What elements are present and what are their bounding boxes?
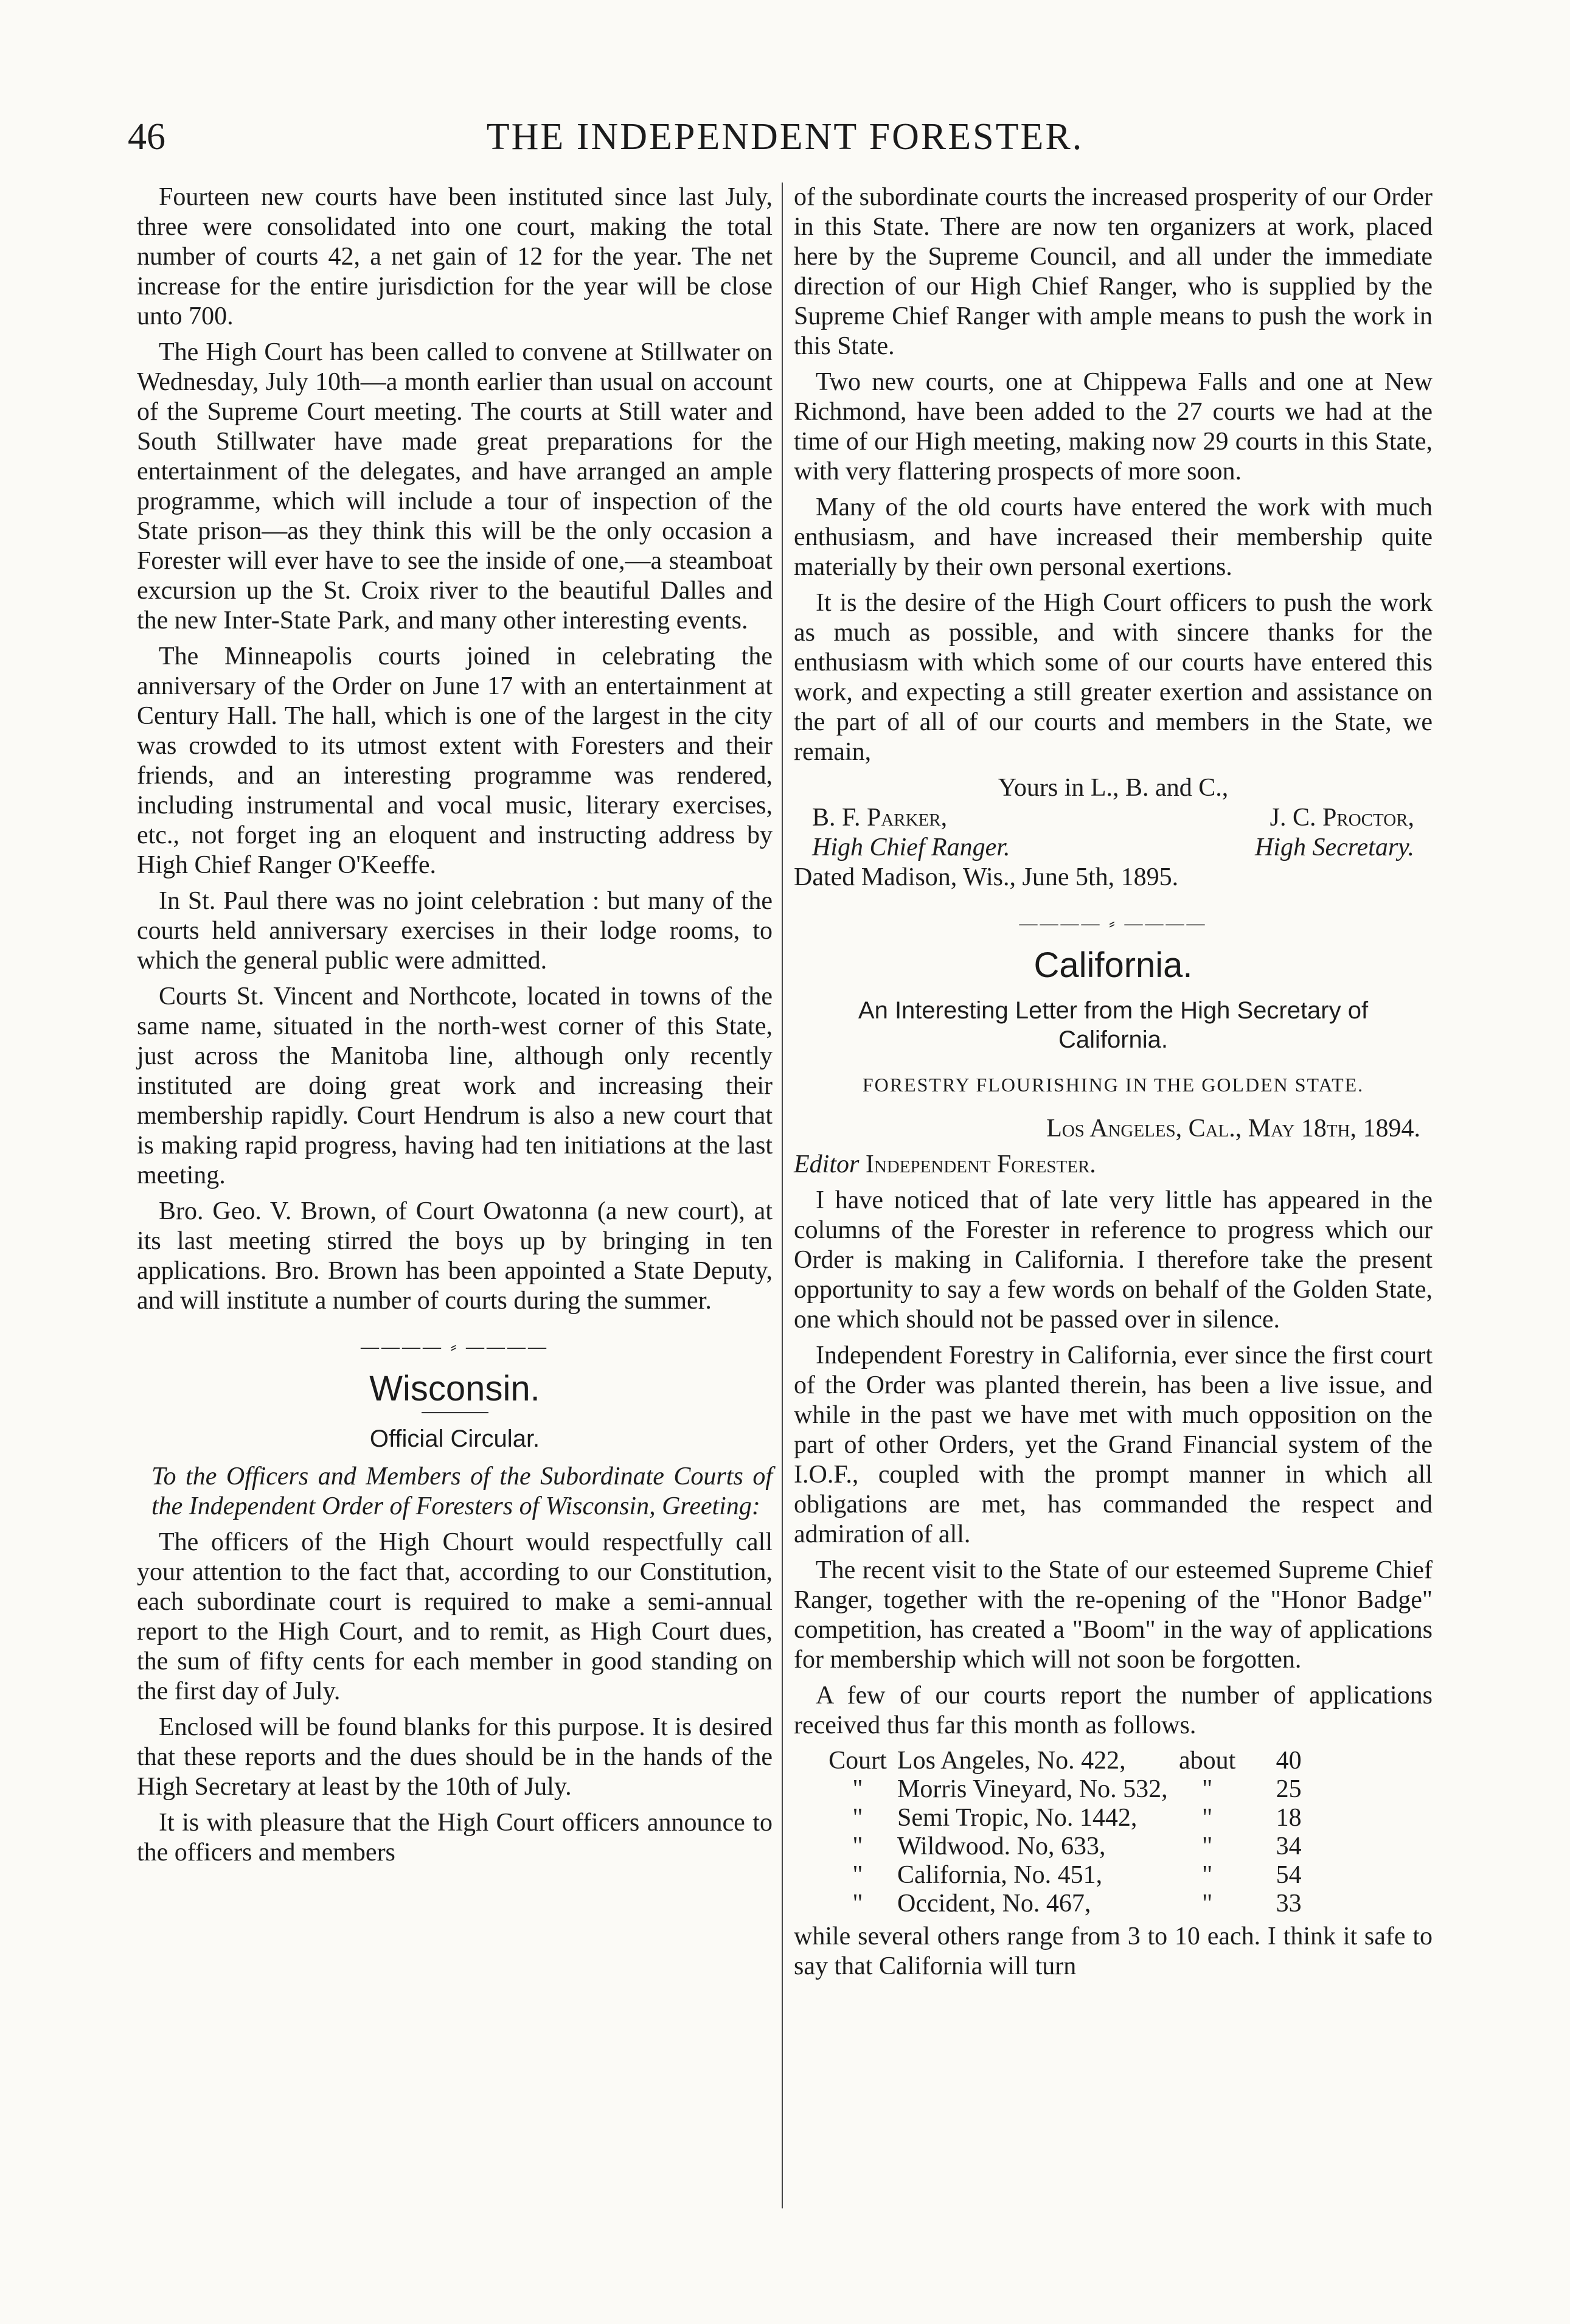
paragraph: A few of our courts report the number of applications received thus far this month as follows. bbox=[794, 1682, 1433, 1739]
court-name: Semi Tropic, No. 1442, bbox=[897, 1804, 1138, 1832]
paragraph: The High Court has been called to convene at Stillwater on Wednesday, July 10th—a month earlier than usual on account of the Supreme Court meeting. The courts at Still water and South Stillwater have made great preparations for the entertainment of the delegates, and have arranged an ample programme, which will include a tour of inspection of the State prison—as they think this will be the only occasion a Forester will ever have to see the inside of one,—a steamboat excursion up the St. Croix river to the beautiful Dalles and the new Inter-State Park, and many other interesting events. bbox=[137, 338, 773, 635]
section-heading-california: California. bbox=[1033, 945, 1193, 985]
paragraph: The Minneapolis courts joined in celebrating the anniversary of the Order on June 17 with an entertainment at Century Hall. The hall, which is one of the largest in the city was crowded to its utmost extent with Foresters and their friends, and an interesting programme was rendered, including instrumental and vocal music, literary exercises, etc., not forget ing an eloquent and instructing address by High Chief Ranger O'Keeffe. bbox=[137, 642, 773, 879]
paragraph: Many of the old courts have entered the work with much enthusiasm, and have increased their membership quite materially by their own personal exertions. bbox=[794, 493, 1433, 581]
letter-dateline: Los Angeles, Cal., May 18th, 1894. bbox=[1046, 1115, 1420, 1143]
paragraph: I have noticed that of late very little has appeared in the columns of the Forester in reference to progress which our Order is making in California. I therefore take the present opportunity to say a few words on behalf of the Golden State, one which should not be passed over in silence. bbox=[794, 1186, 1433, 1334]
ditto-mark: " bbox=[1202, 1775, 1213, 1803]
subheading-official-circular: Official Circular. bbox=[369, 1425, 540, 1452]
paragraph: Courts St. Vincent and Northcote, located in towns of the same name, situated in the north-west corner of this State, just across the Manitoba line, although only recently instituted are doing great work and increasing their membership rapidly. Court Hendrum is also a new court that is making rapid progress, having had ten initiations at the last meeting. bbox=[137, 983, 773, 1189]
editor-label: Editor bbox=[794, 1150, 860, 1178]
paragraph: Bro. Geo. V. Brown, of Court Owatonna (a new court), at its last meeting stirred the boys up by bringing in ten applications. Bro. Brown has been appointed a State Deputy, and will institute a number of courts during the summer. bbox=[137, 1197, 773, 1315]
ditto-mark: " bbox=[1202, 1861, 1213, 1889]
paragraph: In St. Paul there was no joint celebration : but many of the courts held anniversary exercises in their lodge rooms, to which the general public were admitted. bbox=[137, 887, 773, 975]
page-number: 46 bbox=[128, 116, 165, 158]
paragraph: Fourteen new courts have been instituted since last July, three were consolidated into one court, making the total number of courts 42, a net gain of 12 for the year. The net increase for the entire jurisdiction for the year will be close unto 700. bbox=[137, 183, 773, 330]
paragraph: It is with pleasure that the High Court officers announce to the officers and members bbox=[137, 1809, 773, 1867]
table-row bbox=[824, 1861, 1308, 1890]
application-count: 18 bbox=[1276, 1804, 1302, 1832]
table-row bbox=[824, 1804, 1308, 1832]
ditto-mark: " bbox=[1202, 1832, 1213, 1860]
signature-names bbox=[794, 803, 1433, 833]
court-name: Los Angeles, No. 422, bbox=[897, 1747, 1126, 1775]
subheading-letter: An Interesting Letter from the High Secretary of California. bbox=[858, 997, 1369, 1053]
paragraph: Independent Forestry in California, ever since the first court of the Order was planted therein, has been a live issue, and while in the past we have met with much opposition on the part of other Orders, yet the Grand Financial system of the I.O.F., coupled with the prompt manner in which all obligations are met, has commanded the respect and admiration of all. bbox=[794, 1341, 1433, 1548]
application-count: 40 bbox=[1276, 1747, 1302, 1775]
application-count: 25 bbox=[1276, 1775, 1302, 1803]
signatory-title: High Secretary. bbox=[1254, 833, 1414, 861]
dated-line: Dated Madison, Wis., June 5th, 1895. bbox=[794, 863, 1179, 891]
signatory-name: B. F. Parker, bbox=[812, 804, 948, 832]
ditto-mark: " bbox=[1202, 1804, 1213, 1832]
table-row bbox=[824, 1832, 1308, 1861]
heading-rule bbox=[422, 1412, 488, 1413]
column-divider bbox=[782, 183, 783, 2208]
table-row bbox=[824, 1747, 1308, 1775]
paragraph: while several others range from 3 to 10 each. I think it safe to say that California will turn bbox=[794, 1922, 1433, 1980]
paragraph: Two new courts, one at Chippewa Falls and one at New Richmond, have been added to the 27 courts we had at the time of our High meeting, making now 29 courts in this State, with very flattering prospects of more soon. bbox=[794, 368, 1433, 485]
signatory-name: J. C. Proctor, bbox=[1270, 804, 1414, 832]
ditto-mark: " bbox=[1202, 1890, 1213, 1918]
running-title: THE INDEPENDENT FORESTER. bbox=[486, 116, 1084, 158]
ditto-mark: about bbox=[1179, 1747, 1236, 1775]
page-header bbox=[128, 116, 1442, 164]
signature-block bbox=[794, 773, 1433, 892]
court-ditto: " bbox=[852, 1775, 863, 1803]
paragraph: The officers of the High Chourt would respectfully call your attention to the fact that, according to our Constitution, each subordinate court is required to make a semi-annual report to the High Court, and to remit, as High Court dues, the sum of fifty cents for each member in good standing on the first day of July. bbox=[137, 1528, 773, 1705]
court-ditto: " bbox=[852, 1832, 863, 1860]
court-ditto: " bbox=[852, 1804, 863, 1832]
court-ditto: " bbox=[852, 1861, 863, 1889]
table-row bbox=[824, 1890, 1308, 1918]
closing: Yours in L., B. and C., bbox=[998, 774, 1229, 802]
court-ditto: Court bbox=[828, 1747, 887, 1775]
court-applications-table bbox=[824, 1747, 1308, 1918]
paragraph: Enclosed will be found blanks for this purpose. It is desired that these reports and the dues should be in the hands of the High Secretary at least by the 10th of July. bbox=[137, 1713, 773, 1801]
salutation: To the Officers and Members of the Subordinate Courts of the Independent Order of Foresters of Wisconsin, Greeting: bbox=[151, 1463, 773, 1520]
application-count: 54 bbox=[1276, 1861, 1302, 1889]
letter-address bbox=[794, 1150, 1433, 1180]
section-divider: ———— ⸗ ———— bbox=[361, 1337, 549, 1357]
application-count: 34 bbox=[1276, 1832, 1302, 1860]
court-name: Occident, No. 467, bbox=[897, 1890, 1091, 1918]
section-divider: ———— ⸗ ———— bbox=[1019, 913, 1207, 933]
article-subtitle: FORESTRY FLOURISHING IN THE GOLDEN STATE. bbox=[862, 1074, 1364, 1096]
court-name: Wildwood. No, 633, bbox=[897, 1832, 1106, 1860]
left-column bbox=[137, 183, 773, 1874]
addressee: Independent Forester. bbox=[859, 1150, 1096, 1178]
section-heading-wisconsin: Wisconsin. bbox=[369, 1369, 540, 1408]
signatory-title: High Chief Ranger. bbox=[812, 833, 1010, 861]
application-count: 33 bbox=[1276, 1890, 1302, 1918]
signature-titles bbox=[794, 833, 1433, 863]
court-name: California, No. 451, bbox=[897, 1861, 1103, 1889]
paragraph: of the subordinate courts the increased prosperity of our Order in this State. There are now ten organizers at work, placed here by the Supreme Council, and all under the immediate direction of our High Chief Ranger, who is supplied by the Supreme Chief Ranger with ample means to push the work in this State. bbox=[794, 183, 1433, 360]
paragraph: It is the desire of the High Court officers to push the work as much as possible, and with sincere thanks for the enthusiasm with which some of our courts have entered this work, and expecting a still greater exertion and assistance on the part of all of our courts and members in the State, we remain, bbox=[794, 589, 1433, 766]
court-name: Morris Vineyard, No. 532, bbox=[897, 1775, 1168, 1803]
table-row bbox=[824, 1775, 1308, 1804]
court-ditto: " bbox=[852, 1890, 863, 1918]
paragraph: The recent visit to the State of our esteemed Supreme Chief Ranger, together with the re-opening of the "Honor Badge" competition, has created a "Boom" in the way of applications for membership which will not soon be forgotten. bbox=[794, 1556, 1433, 1674]
right-column bbox=[794, 183, 1433, 1988]
